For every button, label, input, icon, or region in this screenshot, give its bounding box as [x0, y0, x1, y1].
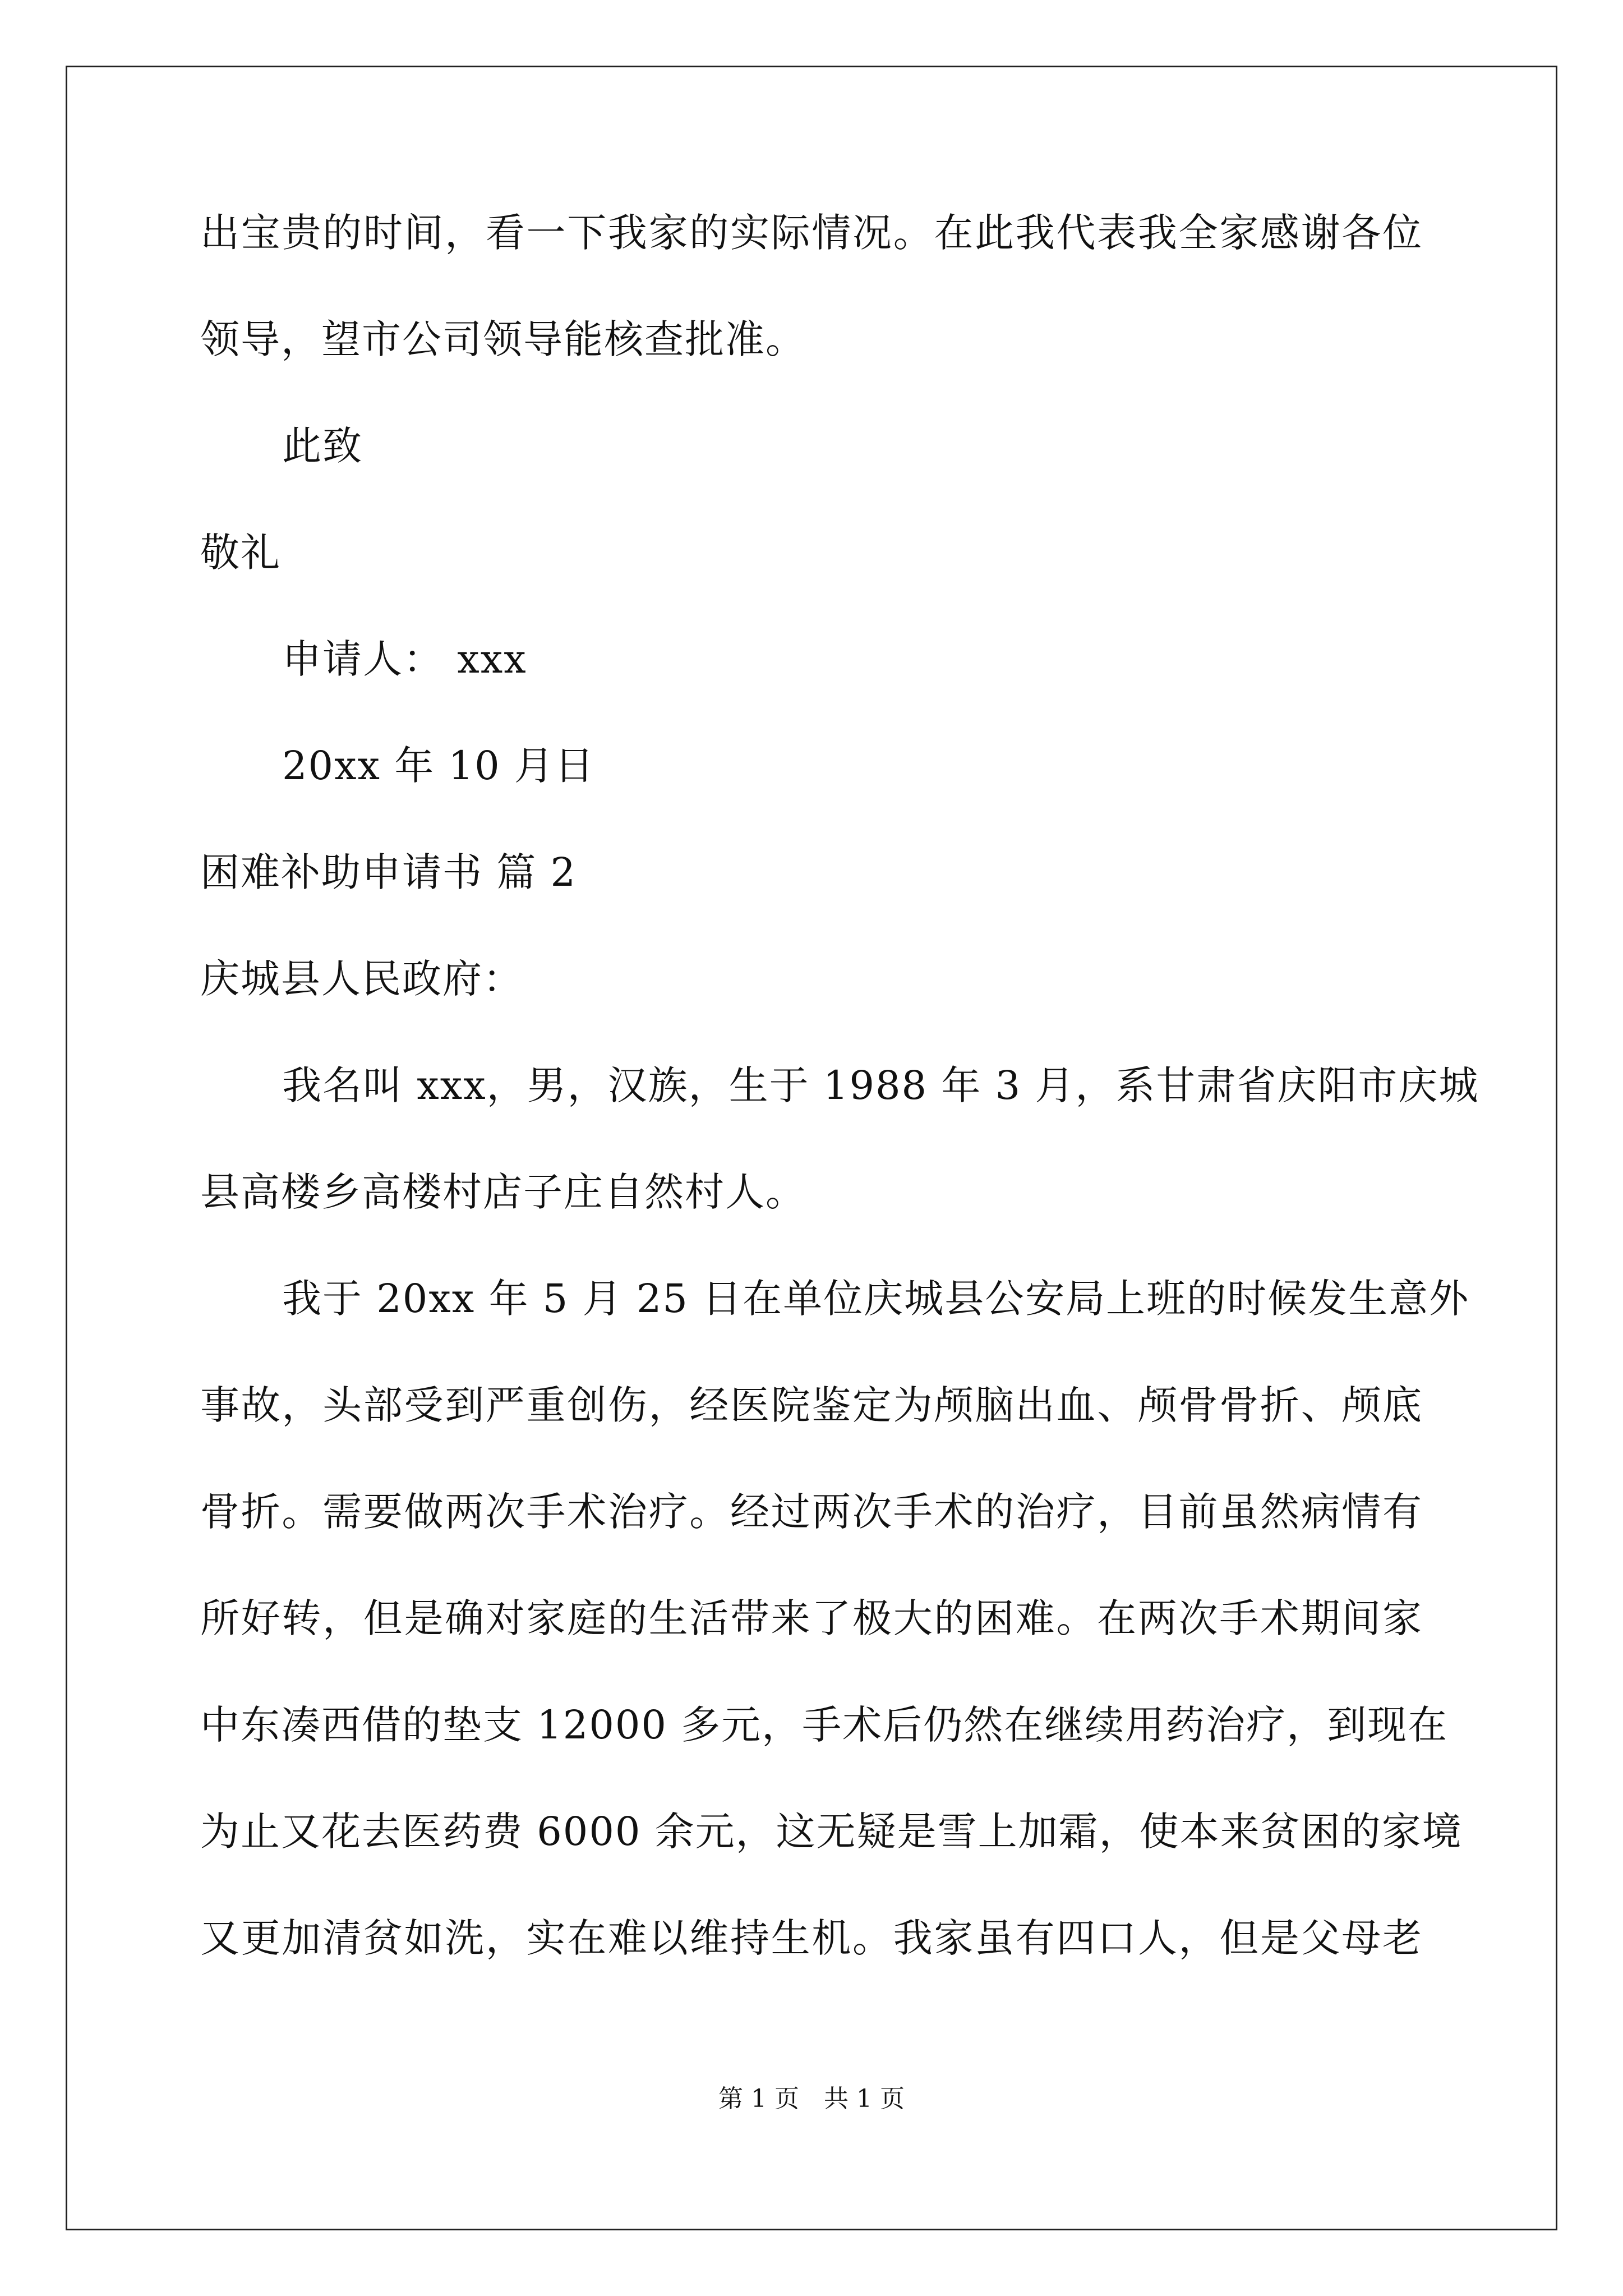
section-heading: 困难补助申请书 篇 2 — [200, 849, 577, 895]
salutation-line: 敬礼 — [200, 530, 281, 576]
paragraph-line: 骨折。需要做两次手术治疗。经过两次手术的治疗，目前虽然病情有 — [200, 1489, 1423, 1535]
paragraph-line: 中东凑西借的垫支 12000 多元，手术后仍然在继续用药治疗，到现在 — [200, 1702, 1449, 1748]
addressee-line: 庆城县人民政府： — [200, 956, 523, 1002]
paragraph-line: 我名叫 xxx，男，汉族，生于 1988 年 3 月，系甘肃省庆阳市庆城 — [282, 1062, 1479, 1108]
paragraph-line: 县高楼乡高楼村店子庄自然村人。 — [200, 1169, 806, 1215]
paragraph-line: 领导，望市公司领导能核查批准。 — [200, 316, 806, 362]
date-line: 20xx 年 10 月日 — [282, 743, 595, 789]
paragraph-line: 事故，头部受到严重创伤，经医院鉴定为颅脑出血、颅骨骨折、颅底 — [200, 1382, 1423, 1428]
paragraph-line: 我于 20xx 年 5 月 25 日在单位庆城县公安局上班的时候发生意外 — [282, 1276, 1470, 1322]
paragraph-line: 所好转，但是确对家庭的生活带来了极大的困难。在两次手术期间家 — [200, 1595, 1423, 1641]
salutation-line: 此致 — [282, 423, 363, 469]
paragraph-line: 为止又花去医药费 6000 余元，这无疑是雪上加霜，使本来贫困的家境 — [200, 1809, 1463, 1855]
page-footer: 第 1 页 共 1 页 — [718, 2085, 905, 2113]
paragraph-line: 出宝贵的时间，看一下我家的实际情况。在此我代表我全家感谢各位 — [200, 210, 1423, 256]
applicant-line: 申请人： xxx — [282, 636, 527, 682]
paragraph-line: 又更加清贫如洗，实在难以维持生机。我家虽有四口人，但是父母老 — [200, 1915, 1423, 1961]
page-border — [66, 66, 1557, 2230]
